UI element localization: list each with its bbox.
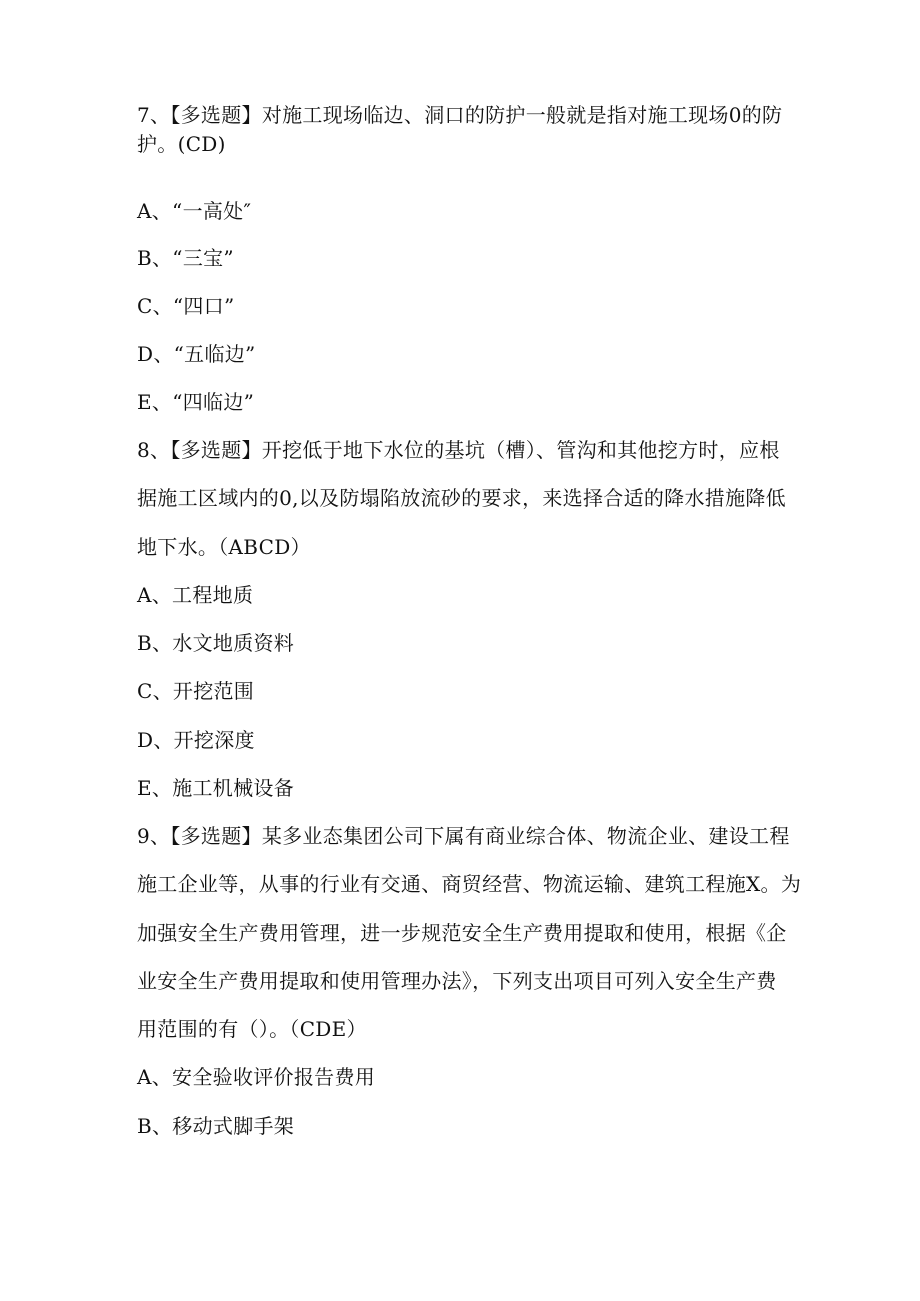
question-8-line-1: 8、【多选题】开挖低于地下水位的基坑（槽）、管沟和其他挖方时，应根 — [137, 438, 780, 462]
question-8-option-d: D、开挖深度 — [137, 728, 255, 752]
question-9-line-2: 施工企业等，从事的行业有交通、商贸经营、物流运输、建筑工程施X。为 — [137, 872, 802, 896]
question-9-line-5: 用范围的有（）。（CDE） — [137, 1017, 367, 1041]
question-8-line-3: 地下水。（ABCD） — [137, 535, 311, 559]
question-8-option-b: B、水文地质资料 — [137, 631, 295, 655]
question-7-line-2: 护。(CD) — [137, 132, 226, 156]
question-7-option-e: E、“四临边” — [137, 390, 255, 414]
question-7-option-a: A、“一高处″ — [137, 199, 252, 223]
question-9-line-1: 9、【多选题】某多业态集团公司下属有商业综合体、物流企业、建设工程 — [137, 824, 790, 848]
question-7-option-b: B、“三宝” — [137, 246, 234, 270]
question-8-option-e: E、施工机械设备 — [137, 776, 294, 800]
question-9-option-b: B、移动式脚手架 — [137, 1114, 295, 1138]
question-9-line-4: 业安全生产费用提取和使用管理办法》，下列支出项目可列入安全生产费 — [137, 969, 777, 993]
question-8-option-c: C、开挖范围 — [137, 679, 255, 703]
question-7-option-d: D、“五临边” — [137, 342, 256, 366]
question-8-line-2: 据施工区域内的0,以及防塌陷放流砂的要求，来选择合适的降水措施降低 — [137, 486, 786, 510]
question-9-line-3: 加强安全生产费用管理，进一步规范安全生产费用提取和使用，根据《企 — [137, 921, 787, 945]
question-8-option-a: A、工程地质 — [137, 583, 254, 607]
question-7-line-1: 7、【多选题】对施工现场临边、洞口的防护一般就是指对施工现场0的防 — [137, 103, 783, 127]
question-9-option-a: A、安全验收评价报告费用 — [137, 1065, 376, 1089]
question-7-option-c: C、“四口” — [137, 294, 235, 318]
